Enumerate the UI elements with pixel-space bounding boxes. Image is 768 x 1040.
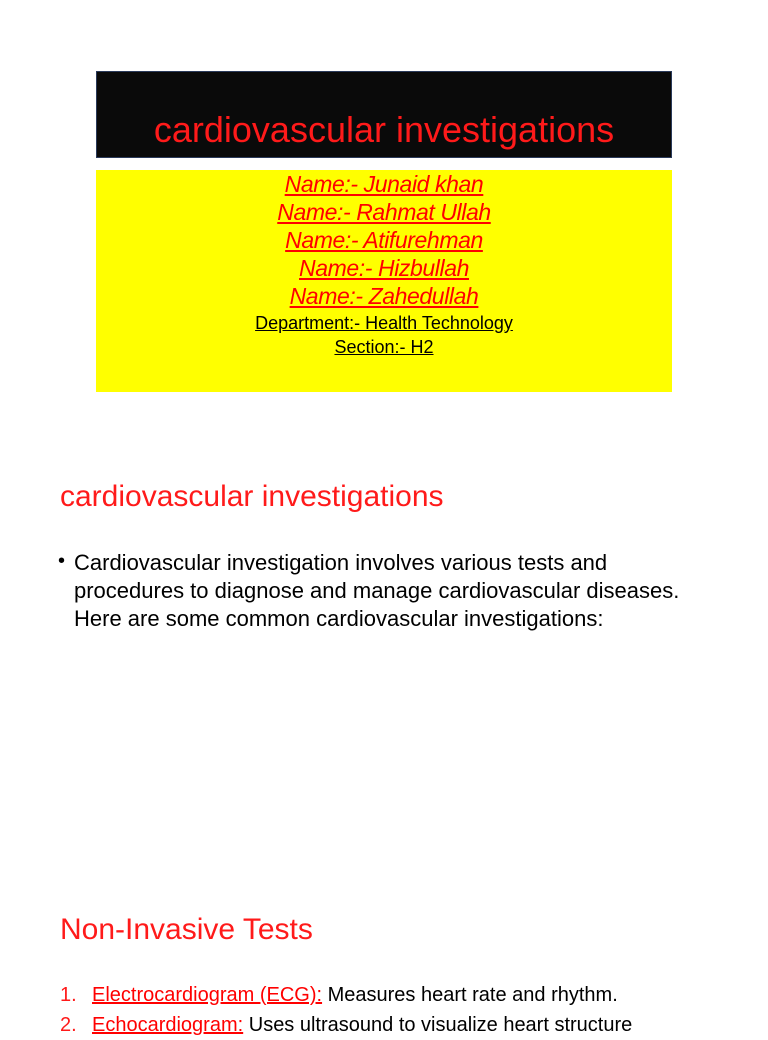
team-member-name: Name:- Junaid khan [284, 171, 484, 197]
intro-heading: cardiovascular investigations [60, 480, 444, 513]
list-description: Uses ultrasound to visualize heart structure [243, 1014, 633, 1036]
non-invasive-list [60, 980, 760, 1040]
team-info [96, 170, 672, 359]
section-label: Section:- H2 [334, 337, 434, 357]
department-label: Department:- Health Technology [255, 313, 513, 333]
intro-paragraph: Cardiovascular investigation involves various tests and procedures to diagnose and manage cardiovascular diseases. Here are some common cardiovascular investigations: [74, 550, 680, 631]
intro-bullet [58, 549, 718, 633]
team-member-name: Name:- Atifurehman [285, 227, 483, 253]
list-term: Electrocardiogram (ECG): [92, 984, 323, 1006]
team-member-name: Name:- Hizbullah [299, 255, 469, 281]
title-banner [96, 71, 672, 158]
non-invasive-heading: Non-Invasive Tests [60, 913, 313, 946]
bullet-icon: • [58, 550, 66, 572]
list-term: Echocardiogram: [92, 1014, 244, 1036]
list-number: 1. [60, 984, 77, 1006]
list-item [60, 980, 760, 1010]
list-description: Measures heart rate and rhythm. [322, 984, 618, 1006]
team-member-name: Name:- Rahmat Ullah [277, 199, 491, 225]
list-item [60, 1010, 760, 1040]
team-member-name: Name:- Zahedullah [289, 283, 479, 309]
page-title: cardiovascular investigations [153, 109, 615, 150]
list-number: 2. [60, 1014, 77, 1036]
team-info-box [96, 170, 672, 392]
